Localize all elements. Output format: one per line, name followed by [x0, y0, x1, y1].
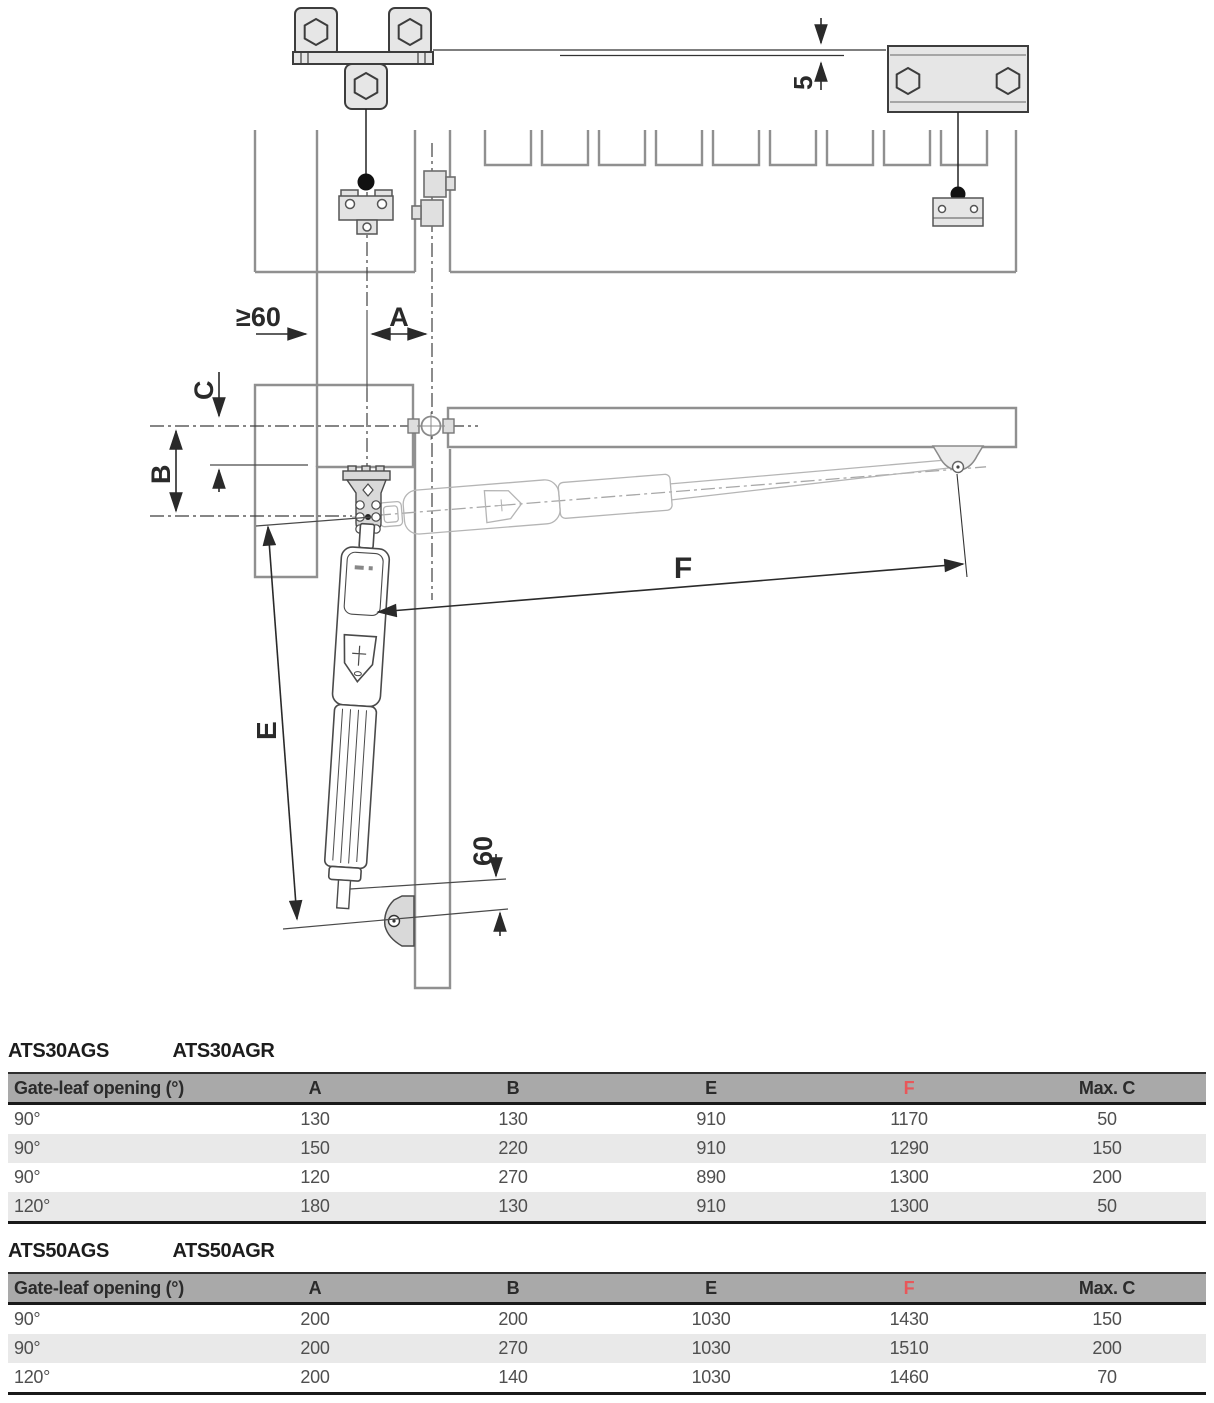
- data-cell: 220: [498, 1138, 528, 1158]
- data-cell: 910: [696, 1196, 726, 1216]
- column-header: E: [612, 1073, 810, 1104]
- data-cell: 200: [1092, 1338, 1122, 1358]
- model-name: ATS50AGS: [8, 1240, 109, 1262]
- data-cell: 200: [1092, 1167, 1122, 1187]
- spec-table-ats30: [8, 1072, 1206, 1224]
- data-cell: 1300: [889, 1196, 929, 1216]
- data-cell: 1170: [890, 1109, 928, 1129]
- data-cell: 180: [300, 1196, 330, 1216]
- data-cell: 130: [300, 1109, 330, 1129]
- data-cell: 910: [696, 1109, 726, 1129]
- data-cell: 1030: [691, 1309, 731, 1329]
- data-cell: 890: [696, 1167, 726, 1187]
- data-cell: 140: [498, 1367, 528, 1387]
- gate-bracket-small: [933, 198, 983, 226]
- data-cell: 270: [498, 1167, 528, 1187]
- table-row: [8, 1363, 1206, 1394]
- header-row: [8, 1073, 1206, 1104]
- table-row: [8, 1334, 1206, 1363]
- column-header: E: [612, 1273, 810, 1304]
- came-logo-mark: [355, 565, 364, 570]
- column-header: B: [414, 1073, 612, 1104]
- table-row: [8, 1304, 1206, 1335]
- table-row: [8, 1192, 1206, 1223]
- actuator-closed: [350, 445, 987, 539]
- table-row: [8, 1163, 1206, 1192]
- dim-label-e: E: [251, 721, 282, 740]
- gate-leaf-open: [415, 433, 450, 988]
- gate-pickets: [485, 130, 987, 165]
- model-heading-ats30: [8, 1040, 1214, 1064]
- data-cell: 150: [300, 1138, 330, 1158]
- dim-label-min-gap: ≥60: [236, 302, 281, 332]
- data-cell: 90°: [14, 1167, 41, 1187]
- post-bracket-small: [339, 190, 393, 234]
- data-cell: 90°: [14, 1109, 41, 1129]
- data-cell: 1460: [889, 1367, 929, 1387]
- data-cell: 90°: [14, 1338, 41, 1358]
- data-cell: 150: [1092, 1309, 1122, 1329]
- rear-bracket-top: [293, 8, 433, 109]
- data-cell: 120°: [14, 1196, 51, 1216]
- data-cell: 150: [1092, 1138, 1122, 1158]
- table-body: [8, 1304, 1206, 1394]
- data-cell: 90°: [14, 1138, 41, 1158]
- dim-label-b: B: [146, 464, 176, 484]
- column-header: A: [216, 1073, 414, 1104]
- data-cell: 1030: [691, 1367, 731, 1387]
- data-cell: 130: [498, 1196, 528, 1216]
- hinge-top: [412, 171, 455, 226]
- column-header: F: [810, 1273, 1008, 1304]
- column-header: Gate-leaf opening (°): [8, 1273, 216, 1304]
- column-header: Max. C: [1008, 1073, 1206, 1104]
- dim-label-60: 60: [468, 835, 498, 866]
- data-cell: 1300: [889, 1167, 929, 1187]
- data-cell: 200: [498, 1309, 528, 1329]
- model-name: ATS30AGR: [172, 1040, 275, 1062]
- data-cell: 1030: [691, 1338, 731, 1358]
- header-row: [8, 1273, 1206, 1304]
- data-cell: 120°: [14, 1367, 51, 1387]
- data-cell: 270: [498, 1338, 528, 1358]
- table-header: [8, 1273, 1206, 1304]
- data-cell: 1510: [889, 1338, 929, 1358]
- dim-label-a: A: [389, 302, 409, 332]
- actuator-open: [319, 522, 392, 909]
- model-name: ATS30AGS: [8, 1040, 109, 1062]
- dim-f-line: [378, 564, 963, 612]
- f-extension-line: [957, 474, 967, 577]
- dim-label-5: 5: [788, 75, 818, 90]
- model-name: ATS50AGR: [172, 1240, 275, 1262]
- data-cell: 70: [1097, 1367, 1117, 1387]
- pivot-dot: [358, 174, 375, 191]
- data-cell: 90°: [14, 1309, 41, 1329]
- table-body: [8, 1104, 1206, 1223]
- data-cell: 50: [1097, 1196, 1117, 1216]
- data-cell: 910: [696, 1138, 726, 1158]
- data-cell: 200: [300, 1338, 330, 1358]
- post-outline: [255, 385, 413, 577]
- data-cell: 1430: [889, 1309, 929, 1329]
- column-header: Gate-leaf opening (°): [8, 1073, 216, 1104]
- table-row: [8, 1134, 1206, 1163]
- column-header: A: [216, 1273, 414, 1304]
- gate-leaf-closed: [448, 408, 1016, 447]
- dimensions: [176, 18, 963, 936]
- column-header: Max. C: [1008, 1273, 1206, 1304]
- data-cell: 120: [300, 1167, 330, 1187]
- data-cell: 200: [300, 1367, 330, 1387]
- column-header: B: [414, 1273, 612, 1304]
- dim-label-f: F: [673, 552, 693, 585]
- data-cell: 50: [1097, 1109, 1117, 1129]
- table-header: [8, 1073, 1206, 1104]
- front-plate-top: [888, 46, 1028, 112]
- data-cell: 130: [498, 1109, 528, 1129]
- table-row: [8, 1104, 1206, 1135]
- dim-label-c: C: [189, 380, 219, 400]
- model-heading-ats50: [8, 1240, 1214, 1264]
- data-cell: 200: [300, 1309, 330, 1329]
- spec-table-ats50: [8, 1272, 1206, 1395]
- data-cell: 1290: [889, 1138, 929, 1158]
- bottom-bracket-plan: [385, 896, 414, 946]
- column-header: F: [810, 1073, 1008, 1104]
